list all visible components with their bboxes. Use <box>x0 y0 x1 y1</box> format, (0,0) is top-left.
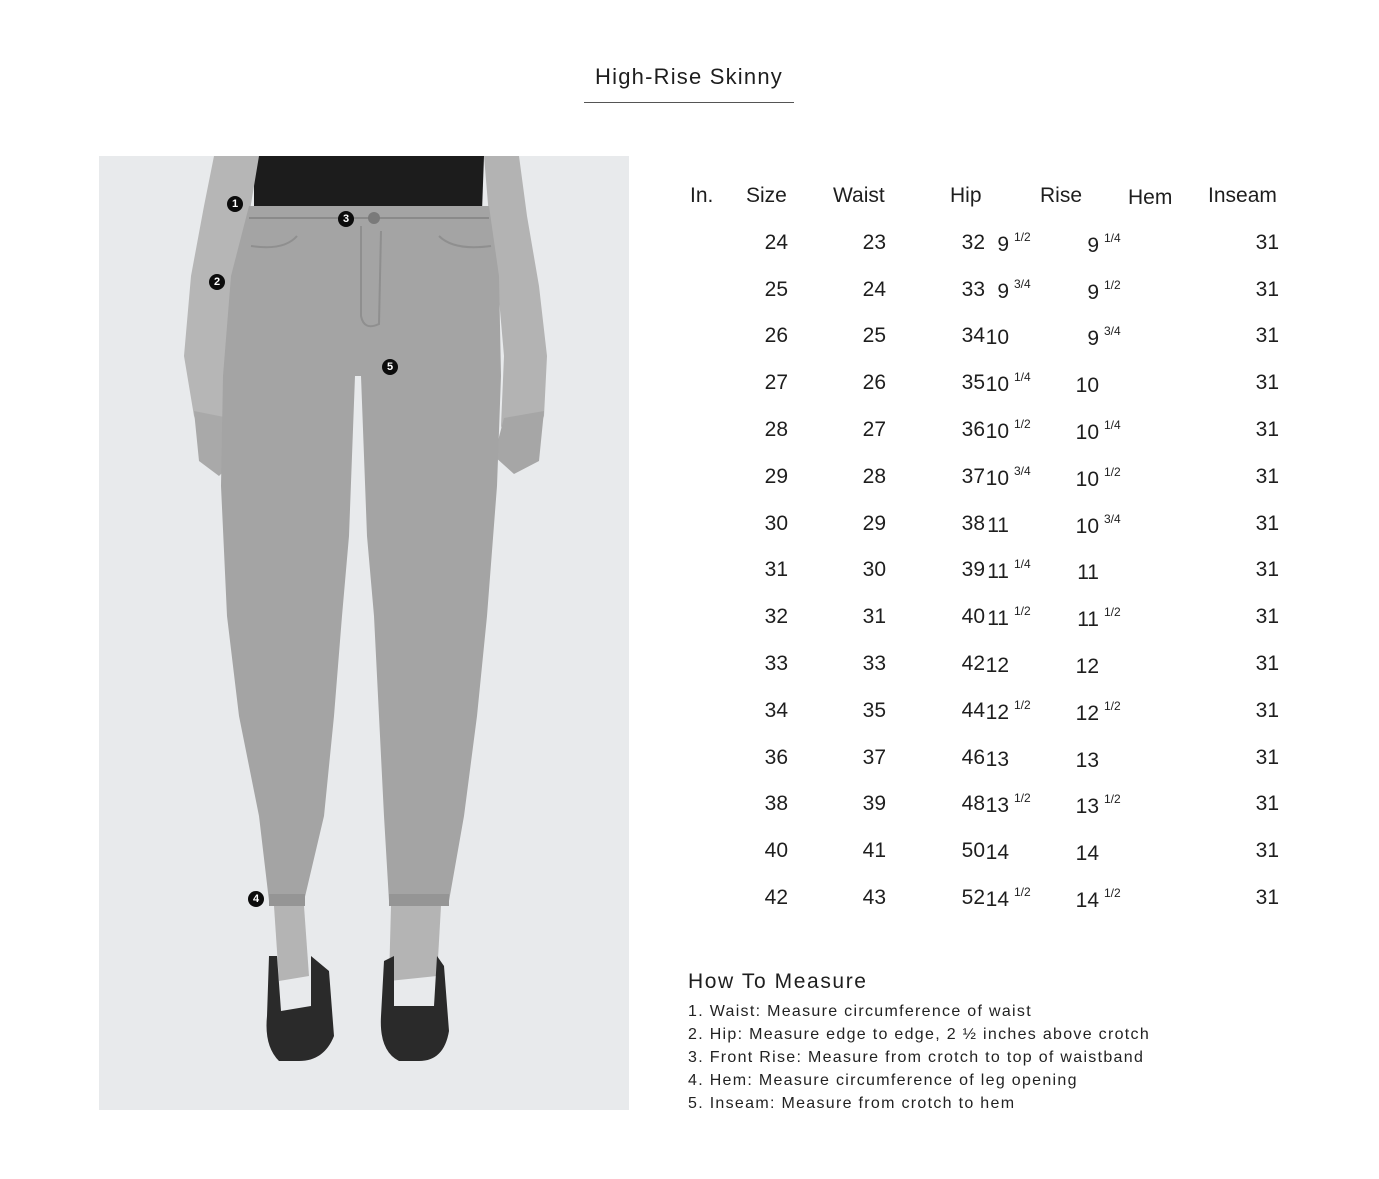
cell-hem-fraction: 3/4 <box>1104 324 1121 339</box>
cell-rise <box>985 463 1036 491</box>
cell-rise-value: 13 <box>985 747 1009 771</box>
cell-rise-value: 13 <box>985 794 1009 818</box>
cell-rise-value: 14 <box>985 841 1009 865</box>
cell-rise <box>997 229 1036 257</box>
cell-rise-value: 9 <box>997 279 1009 303</box>
cell-waist <box>863 558 886 582</box>
size-chart-table <box>680 180 1300 929</box>
cell-inseam-value: 31 <box>1255 371 1279 395</box>
measure-step-front-rise: 3. Front Rise: Measure from crotch to top of waistband <box>688 1049 1145 1066</box>
header-inseam: Inseam <box>1208 184 1277 207</box>
cell-rise-value: 11 <box>987 607 1009 631</box>
cell-hip <box>962 324 985 348</box>
cell-inseam <box>1256 558 1279 582</box>
cell-hem <box>1075 511 1126 539</box>
cell-inseam-value: 31 <box>1255 651 1279 675</box>
how-to-measure-title: How To Measure <box>688 970 868 993</box>
cell-inseam <box>1256 418 1279 442</box>
cell-hem-value: 10 <box>1075 420 1099 444</box>
marker-2-hip: 2 <box>209 274 225 290</box>
table-row <box>680 274 1300 321</box>
cell-size-value: 36 <box>764 745 788 769</box>
cell-rise <box>986 841 1036 865</box>
cell-hip <box>962 278 985 302</box>
cell-inseam-value: 31 <box>1255 558 1279 582</box>
cell-hip-value: 33 <box>961 277 985 301</box>
measure-step-hip: 2. Hip: Measure edge to edge, 2 ½ inches above crotch <box>688 1026 1151 1043</box>
cell-rise-value: 14 <box>985 887 1009 911</box>
cell-hem-value: 13 <box>1075 748 1099 772</box>
cell-waist <box>863 839 886 863</box>
cell-inseam-value: 31 <box>1255 324 1279 348</box>
page-title: High-Rise Skinny <box>595 64 783 89</box>
cell-size-value: 25 <box>764 277 788 301</box>
how-to-measure-section <box>688 970 1150 1115</box>
cell-hem-fraction: 1/2 <box>1104 698 1121 713</box>
table-row <box>680 320 1300 367</box>
table-row <box>680 227 1300 274</box>
cell-waist-value: 27 <box>862 417 886 441</box>
cell-inseam <box>1256 465 1279 489</box>
cell-rise-fraction: 1/4 <box>1014 370 1031 385</box>
cell-size <box>765 652 788 676</box>
cell-hip-value: 52 <box>961 885 985 909</box>
cell-hip-value: 40 <box>961 605 985 629</box>
cell-size-value: 32 <box>764 605 788 629</box>
cell-size <box>765 512 788 536</box>
cell-rise <box>985 697 1036 725</box>
cell-waist-value: 33 <box>862 651 886 675</box>
cell-hem-fraction: 1/2 <box>1104 277 1121 292</box>
cell-inseam-value: 31 <box>1255 885 1279 909</box>
cell-rise <box>985 884 1036 912</box>
cell-waist-value: 41 <box>862 839 886 863</box>
cell-rise-fraction: 3/4 <box>1014 463 1031 478</box>
cell-hem-fraction: 1/4 <box>1104 230 1121 245</box>
cell-rise <box>985 791 1036 818</box>
cell-hem-fraction: 1/2 <box>1104 792 1121 807</box>
cell-hem <box>1077 605 1126 632</box>
cell-inseam <box>1256 792 1279 816</box>
cell-hem <box>1075 792 1126 819</box>
how-to-measure-list <box>688 1000 1150 1115</box>
cell-size <box>765 324 788 348</box>
cell-size-value: 29 <box>764 464 788 488</box>
cell-waist-value: 39 <box>862 792 886 816</box>
cell-inseam-value: 31 <box>1255 605 1279 629</box>
table-row <box>680 742 1300 789</box>
table-header-row <box>680 180 1300 227</box>
cell-waist <box>863 652 886 676</box>
cell-inseam-value: 31 <box>1255 792 1279 816</box>
cell-hip-value: 32 <box>961 230 985 254</box>
cell-hem-value: 14 <box>1075 888 1099 912</box>
cell-waist <box>863 465 886 489</box>
cell-hip-value: 50 <box>961 839 985 863</box>
cell-hip <box>962 652 985 676</box>
cell-inseam-value: 31 <box>1255 511 1279 535</box>
cell-rise-value: 11 <box>987 560 1009 584</box>
cell-hip-value: 38 <box>961 511 985 535</box>
model-photo <box>99 156 629 1110</box>
cell-rise-value: 10 <box>985 419 1009 443</box>
cell-hem-fraction: 3/4 <box>1104 511 1121 526</box>
header-hem: Hem <box>1128 186 1173 209</box>
cell-hem-fraction: 1/2 <box>1104 464 1121 479</box>
cell-inseam-value: 31 <box>1255 745 1279 769</box>
cell-hem <box>1076 374 1126 398</box>
table-row <box>680 882 1300 929</box>
cell-waist <box>863 231 886 255</box>
table-row <box>680 835 1300 882</box>
header-waist: Waist <box>833 184 885 207</box>
cell-rise <box>986 654 1036 678</box>
table-row <box>680 601 1300 648</box>
header-hip: Hip <box>950 184 982 207</box>
cell-hem <box>1076 842 1126 866</box>
cell-inseam <box>1256 324 1279 348</box>
cell-rise-value: 10 <box>985 466 1009 490</box>
cell-inseam <box>1256 699 1279 723</box>
cell-size <box>765 746 788 770</box>
cell-waist <box>863 371 886 395</box>
cell-hip <box>962 746 985 770</box>
cell-rise <box>986 748 1036 772</box>
cell-hem-value: 13 <box>1075 795 1099 819</box>
cell-rise-fraction: 1/2 <box>1014 884 1031 899</box>
table-row <box>680 508 1300 555</box>
cell-hip-value: 34 <box>961 324 985 348</box>
cell-hip-value: 35 <box>961 371 985 395</box>
measure-step-waist: 1. Waist: Measure circumference of waist <box>688 1003 1032 1020</box>
cell-size-value: 27 <box>764 371 788 395</box>
cell-size <box>765 792 788 816</box>
cell-hip <box>962 558 985 582</box>
cell-waist <box>863 746 886 770</box>
cell-inseam <box>1256 278 1279 302</box>
header-in: In. <box>690 184 714 207</box>
cell-waist-value: 43 <box>862 885 886 909</box>
cell-hem <box>1075 417 1126 445</box>
cell-hem-value: 9 <box>1087 327 1099 351</box>
cell-inseam-value: 31 <box>1255 230 1279 254</box>
cell-waist <box>863 886 886 910</box>
cell-hem <box>1075 698 1126 726</box>
cell-inseam-value: 31 <box>1255 839 1279 863</box>
cell-hem <box>1087 230 1126 258</box>
cell-hem-fraction: 1/4 <box>1104 417 1121 432</box>
cell-hem-fraction: 1/2 <box>1104 885 1121 900</box>
cell-hem <box>1075 464 1126 492</box>
table-row <box>680 461 1300 508</box>
cell-waist-value: 28 <box>862 464 886 488</box>
cell-size-value: 24 <box>764 230 788 254</box>
cell-rise-fraction: 1/2 <box>1014 416 1031 431</box>
cell-rise-value: 12 <box>985 700 1009 724</box>
cell-hip-value: 48 <box>961 792 985 816</box>
cell-hem-value: 10 <box>1075 467 1099 491</box>
cell-rise-fraction: 1/2 <box>1014 229 1031 244</box>
marker-4-hem: 4 <box>248 891 264 907</box>
cell-hem-value: 10 <box>1075 514 1099 538</box>
cell-waist-value: 23 <box>862 230 886 254</box>
title-underline <box>584 102 794 103</box>
cell-waist-value: 37 <box>862 745 886 769</box>
table-row <box>680 554 1300 601</box>
table-row <box>680 648 1300 695</box>
cell-size <box>765 278 788 302</box>
cell-rise-value: 10 <box>985 373 1009 397</box>
cell-size-value: 40 <box>764 839 788 863</box>
cell-waist <box>863 418 886 442</box>
cell-rise-value: 10 <box>985 326 1009 350</box>
cell-hem <box>1087 277 1126 305</box>
cell-waist <box>863 605 886 629</box>
cell-waist-value: 29 <box>862 511 886 535</box>
cell-rise-value: 12 <box>985 653 1009 677</box>
cell-size-value: 38 <box>764 792 788 816</box>
cell-inseam <box>1256 231 1279 255</box>
cell-waist-value: 30 <box>862 558 886 582</box>
cell-hip <box>962 512 985 536</box>
cell-hem-value: 12 <box>1075 654 1099 678</box>
cell-rise <box>986 326 1036 350</box>
cell-hip <box>962 699 985 723</box>
cell-inseam <box>1256 605 1279 629</box>
cell-inseam-value: 31 <box>1255 698 1279 722</box>
measure-step-hem: 4. Hem: Measure circumference of leg opening <box>688 1072 1078 1089</box>
cell-hem-value: 9 <box>1087 233 1099 257</box>
cell-size-value: 42 <box>764 885 788 909</box>
cell-waist <box>863 792 886 816</box>
header-rise: Rise <box>1040 184 1083 207</box>
cell-hip <box>962 465 985 489</box>
cell-hip-value: 37 <box>961 464 985 488</box>
cell-hip <box>962 839 985 863</box>
cell-waist-value: 25 <box>862 324 886 348</box>
cell-rise <box>987 514 1036 538</box>
cell-waist <box>863 512 886 536</box>
cell-hem <box>1087 324 1126 351</box>
cell-hem-value: 12 <box>1075 701 1099 725</box>
table-row <box>680 695 1300 742</box>
cell-hip <box>962 605 985 629</box>
cell-hip-value: 46 <box>961 745 985 769</box>
table-row <box>680 367 1300 414</box>
jeans-figure-illustration <box>99 156 629 1110</box>
cell-waist <box>863 699 886 723</box>
cell-size <box>765 371 788 395</box>
cell-size-value: 28 <box>764 417 788 441</box>
cell-hip <box>962 792 985 816</box>
cell-size <box>765 839 788 863</box>
cell-hem <box>1077 561 1126 585</box>
cell-rise <box>987 604 1036 631</box>
cell-inseam-value: 31 <box>1255 417 1279 441</box>
table-body <box>680 227 1300 929</box>
cell-inseam <box>1256 839 1279 863</box>
cell-size <box>765 465 788 489</box>
cell-hem-value: 11 <box>1077 608 1099 632</box>
cell-hip <box>962 418 985 442</box>
cell-hem-fraction: 1/2 <box>1104 605 1121 620</box>
cell-rise-fraction: 1/4 <box>1014 557 1031 572</box>
cell-inseam-value: 31 <box>1255 277 1279 301</box>
cell-inseam <box>1256 746 1279 770</box>
cell-inseam <box>1256 512 1279 536</box>
cell-hip-value: 44 <box>961 698 985 722</box>
cell-size <box>765 886 788 910</box>
cell-rise <box>985 370 1036 397</box>
cell-inseam-value: 31 <box>1255 464 1279 488</box>
cell-hip-value: 39 <box>961 558 985 582</box>
cell-size <box>765 699 788 723</box>
cell-waist-value: 26 <box>862 371 886 395</box>
cell-rise-fraction: 3/4 <box>1014 276 1031 291</box>
cell-hem <box>1076 749 1126 773</box>
cell-waist <box>863 324 886 348</box>
table-row <box>680 788 1300 835</box>
marker-5-inseam: 5 <box>382 359 398 375</box>
marker-3-front-rise: 3 <box>338 211 354 227</box>
cell-waist <box>863 278 886 302</box>
cell-inseam <box>1256 371 1279 395</box>
cell-hip <box>962 231 985 255</box>
cell-size-value: 30 <box>764 511 788 535</box>
header-size: Size <box>746 184 787 207</box>
cell-hem-value: 10 <box>1075 374 1099 398</box>
cell-size <box>765 605 788 629</box>
cell-hip-value: 36 <box>961 417 985 441</box>
cell-size-value: 33 <box>764 651 788 675</box>
cell-size-value: 26 <box>764 324 788 348</box>
cell-hem <box>1075 885 1126 913</box>
cell-hem-value: 9 <box>1087 280 1099 304</box>
cell-inseam <box>1256 652 1279 676</box>
cell-hip <box>962 886 985 910</box>
measure-step-inseam: 5. Inseam: Measure from crotch to hem <box>688 1095 1016 1112</box>
cell-rise-value: 11 <box>987 513 1009 537</box>
cell-hem-value: 14 <box>1075 842 1099 866</box>
cell-rise-fraction: 1/2 <box>1014 791 1031 806</box>
cell-waist-value: 24 <box>862 277 886 301</box>
cell-size <box>765 558 788 582</box>
cell-hip <box>962 371 985 395</box>
cell-size-value: 34 <box>764 698 788 722</box>
cell-size-value: 31 <box>764 558 788 582</box>
cell-rise <box>997 276 1036 304</box>
cell-rise-value: 9 <box>997 232 1009 256</box>
cell-hip-value: 42 <box>961 651 985 675</box>
cell-rise-fraction: 1/2 <box>1014 604 1031 619</box>
cell-size <box>765 418 788 442</box>
cell-rise <box>985 416 1036 444</box>
cell-rise-fraction: 1/2 <box>1014 697 1031 712</box>
cell-size <box>765 231 788 255</box>
cell-rise <box>987 557 1036 584</box>
cell-waist-value: 31 <box>862 605 886 629</box>
cell-hem-value: 11 <box>1077 561 1099 585</box>
cell-hem <box>1076 655 1126 679</box>
cell-inseam <box>1256 886 1279 910</box>
cell-waist-value: 35 <box>862 698 886 722</box>
table-row <box>680 414 1300 461</box>
marker-1-waist: 1 <box>227 196 243 212</box>
